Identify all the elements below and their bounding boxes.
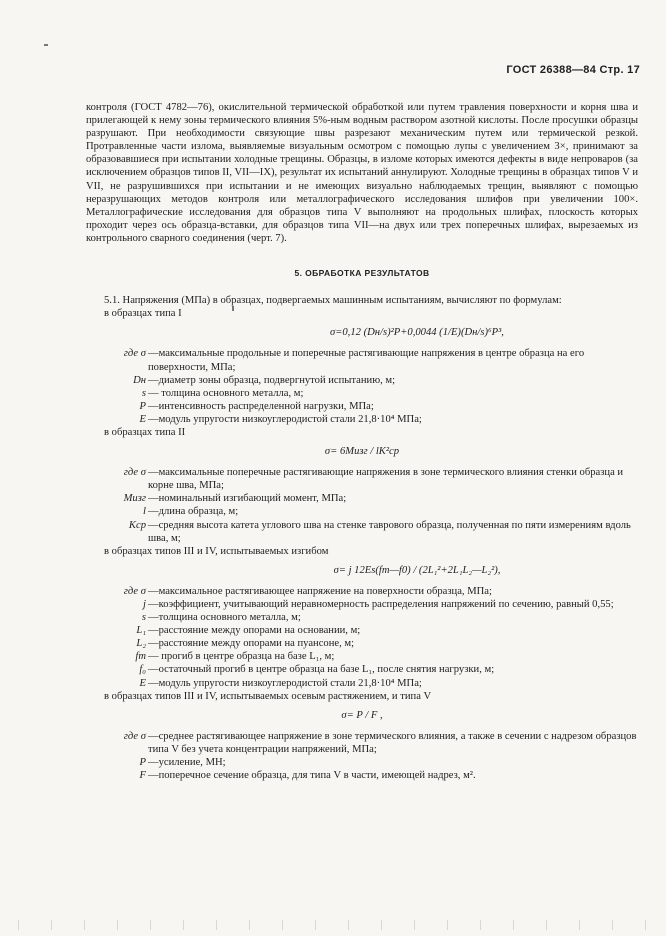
definition-text: —длина образца, м; — [148, 506, 239, 518]
definition-symbol: P — [139, 400, 146, 412]
definition-text: —коэффициент, учитывающий неравномерность распределения напряжений по сечению, равный 0,55; — [148, 599, 614, 610]
definition-row — [86, 505, 638, 518]
scan-mark — [232, 306, 234, 311]
type345-label: в образцах типов III и IV, испытываемых осевым растяжением, и типа V — [104, 690, 432, 702]
definition-row — [86, 400, 638, 413]
definition-symbol: где σ — [123, 348, 146, 360]
definition-symbol: j — [143, 599, 146, 610]
definition-text: —модуль упругости низкоуглеродистой стали 21,8·10⁴ МПа; — [148, 677, 422, 689]
definitions-1 — [86, 347, 638, 426]
definition-row — [86, 466, 638, 492]
clause-5-1: 5.1. Напряжения (МПа) в образцах, подвергаемых машинным испытаниям, вычисляют по формулам: — [104, 295, 562, 307]
definition-text: —средняя высота катета углового шва на стенке таврового образца, полученная по пяти измерениям вдоль шва, м; — [148, 519, 631, 544]
definition-symbol: E — [139, 677, 146, 689]
scan-mark — [44, 44, 48, 46]
definition-text: —усиление, МН; — [148, 757, 226, 769]
definition-text: —максимальное растягивающее напряжение на поверхности образца, МПа; — [148, 585, 492, 597]
definition-row — [86, 756, 638, 769]
definitions-2 — [86, 466, 638, 545]
definitions-4 — [86, 730, 638, 782]
definition-symbol: где σ — [123, 467, 146, 479]
definition-row — [86, 677, 638, 690]
definition-symbol: f₀ — [139, 664, 146, 676]
definition-symbol: F — [139, 770, 146, 782]
definition-text: —интенсивность распределенной нагрузки, МПа; — [148, 400, 374, 412]
definition-symbol: l — [143, 506, 146, 518]
definition-row — [86, 492, 638, 505]
definition-row — [86, 387, 638, 400]
definition-text: —толщина основного металла, м; — [148, 612, 301, 624]
definition-text: — толщина основного металла, м; — [148, 387, 304, 399]
definition-symbol: Kср — [128, 519, 146, 531]
definitions-3 — [86, 585, 638, 690]
definition-symbol: P — [139, 757, 146, 769]
formula-4: σ= P / F , — [341, 709, 383, 721]
formula-1: σ=0,12 (Dн/s)²P+0,0044 (1/E)(Dн/s)⁶P³, — [330, 327, 504, 339]
definition-row — [86, 611, 638, 624]
definition-row — [86, 598, 638, 611]
definition-symbol: L₂ — [136, 638, 146, 650]
definition-row — [86, 519, 638, 545]
definition-text: —модуль упругости низкоуглеродистой стали 21,8·10⁴ МПа; — [148, 413, 422, 425]
scan-noise-strip — [0, 920, 666, 930]
definition-text: —расстояние между опорами на пуансоне, м; — [148, 638, 355, 650]
formula-2: σ= 6Mизг / lK²ср — [324, 446, 400, 458]
definition-symbol: s — [141, 387, 146, 399]
definition-row — [86, 730, 638, 756]
definition-row — [86, 624, 638, 637]
definition-symbol: E — [139, 413, 146, 425]
definition-symbol: L₁ — [136, 625, 146, 637]
definition-symbol: где σ — [123, 585, 146, 597]
type34-label: в образцах типов III и IV, испытываемых изгибом — [104, 545, 329, 557]
page-header: ГОСТ 26388—84 Стр. 17 — [506, 64, 640, 76]
definition-symbol: Mизг — [123, 493, 146, 505]
definition-text: —остаточный прогиб в центре образца на базе L₁, после снятия нагрузки, м; — [148, 664, 495, 676]
definition-row — [86, 413, 638, 426]
formula-3: σ= j 12Es(fm—f0) / (2L₁²+2L₁L₂—L₂²), — [333, 564, 501, 576]
intro-paragraph: контроля (ГОСТ 4782—76), окислительной термической обработкой или путем травления поверхности и корня шва и прилегающей к нему зоны термического влияния 5%-ным водным раствором азотной кислоты. После просушки образцы разрушают. При необходимости связующие швы разрезают механическим путем или термической резкой. Протравленные части излома, выявляемые визуальным осмотром с помощью лупы с увеличением 3×, принимают за образовавшиеся при испытании холодные трещины. Образцы, в изломе которых имеются дефекты в виде непроваров (за исключением образцов типов II, VII—IX), результат их испытаний аннулируют. Холодные трещины в образцах типов V и VII, не разрушившихся при испытании и не имеющих визуально наблюдаемых трещин, выявляют с помощью неразрушающих методов контроля или металлографического исследования шлифов при увеличении 100×. Металлографические исследования для образцов типа V выполняют на продольных шлифах, плоскость которых проходит через ось образца-вставки, для образцов типа VII—на двух или трех поперечных шлифах, вырезаемых из контрольного сварного соединения (черт. 7). — [86, 102, 638, 244]
section-title: 5. ОБРАБОТКА РЕЗУЛЬТАТОВ — [294, 268, 430, 279]
definition-row — [86, 374, 638, 387]
definition-text: —поперечное сечение образца, для типа V в части, имеющей надрез, м². — [148, 770, 476, 782]
definition-text: — прогиб в центре образца на базе L₁, м; — [148, 651, 335, 663]
definition-row — [86, 585, 638, 598]
definition-symbol: fm — [135, 651, 146, 663]
definition-row — [86, 347, 638, 373]
definition-text: —максимальные поперечные растягивающие напряжения в зоне термического влияния стенки образца и корне шва, МПа; — [148, 467, 624, 492]
definition-row — [86, 650, 638, 663]
definition-text: —номинальный изгибающий момент, МПа; — [148, 493, 347, 505]
definition-text: —среднее растягивающее напряжение в зоне термического влияния, а также в сечении с надрезом образцов типа V без учета концентрации напряжений, МПа; — [148, 730, 637, 755]
type2-label: в образцах типа II — [104, 426, 186, 438]
document-body — [86, 101, 638, 782]
definition-text: —максимальные продольные и поперечные растягивающие напряжения в центре образца на его поверхности, МПа; — [148, 348, 585, 373]
definition-symbol: s — [141, 612, 146, 624]
definition-row — [86, 663, 638, 676]
definition-text: —диаметр зоны образца, подвергнутой испытанию, м; — [148, 374, 396, 386]
definition-row — [86, 769, 638, 782]
definition-row — [86, 637, 638, 650]
type1-label: в образцах типа I — [104, 308, 182, 320]
definition-text: —расстояние между опорами на основании, м; — [148, 625, 361, 637]
definition-symbol: Dн — [133, 374, 146, 386]
definition-symbol: где σ — [123, 730, 146, 742]
